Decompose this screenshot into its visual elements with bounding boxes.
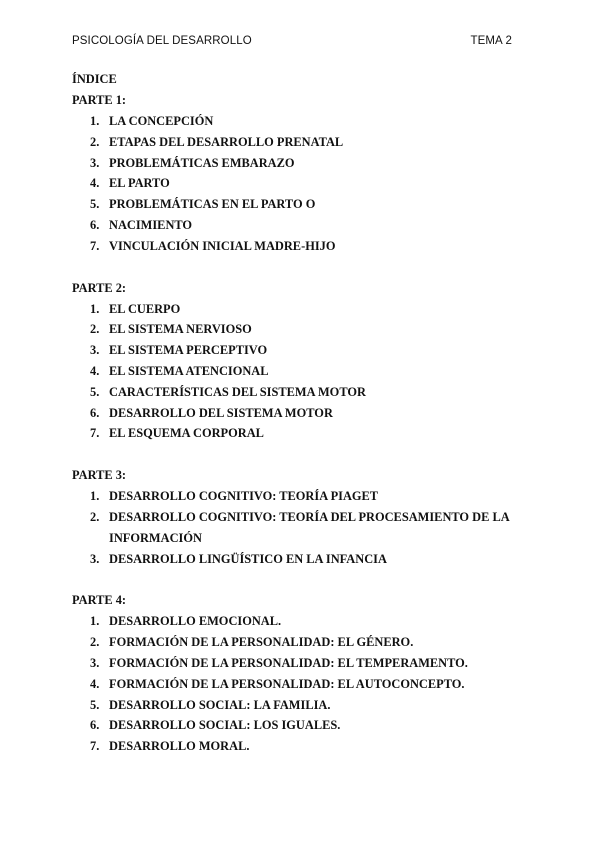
index-title: ÍNDICE bbox=[72, 72, 117, 86]
item-number: 7. bbox=[90, 426, 100, 441]
item-number: 7. bbox=[90, 238, 100, 253]
item-number: 1. bbox=[90, 489, 100, 504]
part-title: PARTE 3: bbox=[72, 468, 127, 483]
item-label: DESARROLLO DEL SISTEMA MOTOR bbox=[109, 405, 333, 420]
list-item bbox=[72, 361, 532, 382]
index-section bbox=[72, 69, 532, 757]
part-title: PARTE 2: bbox=[72, 280, 127, 295]
list-item bbox=[72, 632, 532, 653]
item-number: 6. bbox=[90, 405, 100, 420]
item-label: FORMACIÓN DE LA PERSONALIDAD: EL TEMPERAMENTO. bbox=[109, 655, 468, 670]
item-label: EL SISTEMA NERVIOSO bbox=[109, 322, 252, 337]
item-label: DESARROLLO COGNITIVO: TEORÍA DEL PROCESAMIENTO DE LA INFORMACIÓN bbox=[109, 509, 510, 545]
list-item bbox=[72, 153, 532, 174]
part-4-list bbox=[72, 611, 532, 757]
item-number: 4. bbox=[90, 363, 100, 378]
item-label: NACIMIENTO bbox=[109, 217, 193, 232]
item-number: 5. bbox=[90, 384, 100, 399]
part-title: PARTE 4: bbox=[72, 593, 127, 608]
item-number: 4. bbox=[90, 676, 100, 691]
item-label: PROBLEMÁTICAS EMBARAZO bbox=[109, 155, 295, 170]
list-item bbox=[72, 486, 532, 507]
item-label: LA CONCEPCIÓN bbox=[109, 114, 214, 128]
item-number: 1. bbox=[90, 114, 100, 128]
item-number: 7. bbox=[90, 739, 100, 754]
item-number: 3. bbox=[90, 343, 100, 358]
list-item bbox=[72, 111, 532, 132]
list-item bbox=[72, 236, 532, 257]
item-number: 2. bbox=[90, 322, 100, 337]
item-label: DESARROLLO SOCIAL: LA FAMILIA. bbox=[109, 697, 331, 712]
header-topic: TEMA 2 bbox=[470, 35, 512, 47]
item-number: 4. bbox=[90, 176, 100, 191]
item-label: ETAPAS DEL DESARROLLO PRENATAL bbox=[109, 134, 344, 149]
item-label: EL CUERPO bbox=[109, 301, 181, 316]
list-item bbox=[72, 299, 532, 320]
item-label: DESARROLLO SOCIAL: LOS IGUALES. bbox=[109, 718, 341, 733]
list-item bbox=[72, 340, 532, 361]
list-item bbox=[72, 403, 532, 424]
item-number: 2. bbox=[90, 509, 100, 524]
list-item bbox=[72, 382, 532, 403]
item-label: PROBLEMÁTICAS EN EL PARTO O bbox=[109, 197, 316, 212]
part-2-list bbox=[72, 299, 532, 445]
item-number: 2. bbox=[90, 635, 100, 650]
part-3 bbox=[72, 465, 532, 569]
item-label: DESARROLLO MORAL. bbox=[109, 739, 250, 754]
list-item bbox=[72, 653, 532, 674]
list-item bbox=[72, 215, 532, 236]
item-label: CARACTERÍSTICAS DEL SISTEMA MOTOR bbox=[109, 384, 366, 399]
part-title: PARTE 1: bbox=[72, 93, 127, 107]
item-label: FORMACIÓN DE LA PERSONALIDAD: EL GÉNERO. bbox=[109, 635, 414, 650]
item-number: 3. bbox=[90, 551, 100, 566]
item-number: 1. bbox=[90, 614, 100, 629]
list-item bbox=[72, 423, 532, 444]
part-3-list bbox=[72, 486, 532, 569]
item-number: 6. bbox=[90, 217, 100, 232]
part-1 bbox=[72, 90, 532, 257]
item-number: 5. bbox=[90, 197, 100, 212]
item-number: 3. bbox=[90, 655, 100, 670]
item-number: 5. bbox=[90, 697, 100, 712]
list-item bbox=[72, 549, 532, 570]
part-4 bbox=[72, 590, 532, 757]
page-header bbox=[72, 35, 512, 51]
list-item bbox=[72, 695, 532, 716]
item-number: 1. bbox=[90, 301, 100, 316]
item-label: EL SISTEMA ATENCIONAL bbox=[109, 363, 269, 378]
item-label: EL ESQUEMA CORPORAL bbox=[109, 426, 264, 441]
item-label: DESARROLLO EMOCIONAL. bbox=[109, 614, 282, 629]
item-number: 3. bbox=[90, 155, 100, 170]
item-label: EL PARTO bbox=[109, 176, 170, 191]
list-item bbox=[72, 173, 532, 194]
list-item bbox=[72, 319, 532, 340]
list-item bbox=[72, 507, 532, 549]
item-label: EL SISTEMA PERCEPTIVO bbox=[109, 343, 268, 358]
item-label: DESARROLLO COGNITIVO: TEORÍA PIAGET bbox=[109, 489, 379, 504]
list-item bbox=[72, 194, 532, 215]
item-label: VINCULACIÓN INICIAL MADRE-HIJO bbox=[109, 238, 336, 253]
list-item bbox=[72, 715, 532, 736]
list-item bbox=[72, 736, 532, 757]
item-label: DESARROLLO LINGÜÍSTICO EN LA INFANCIA bbox=[109, 551, 387, 566]
header-subject: PSICOLOGÍA DEL DESARROLLO bbox=[72, 35, 252, 47]
part-2 bbox=[72, 278, 532, 445]
item-number: 2. bbox=[90, 134, 100, 149]
part-1-list bbox=[72, 111, 532, 257]
list-item bbox=[72, 611, 532, 632]
list-item bbox=[72, 674, 532, 695]
item-label: FORMACIÓN DE LA PERSONALIDAD: EL AUTOCONCEPTO. bbox=[109, 676, 465, 691]
list-item bbox=[72, 132, 532, 153]
item-number: 6. bbox=[90, 718, 100, 733]
